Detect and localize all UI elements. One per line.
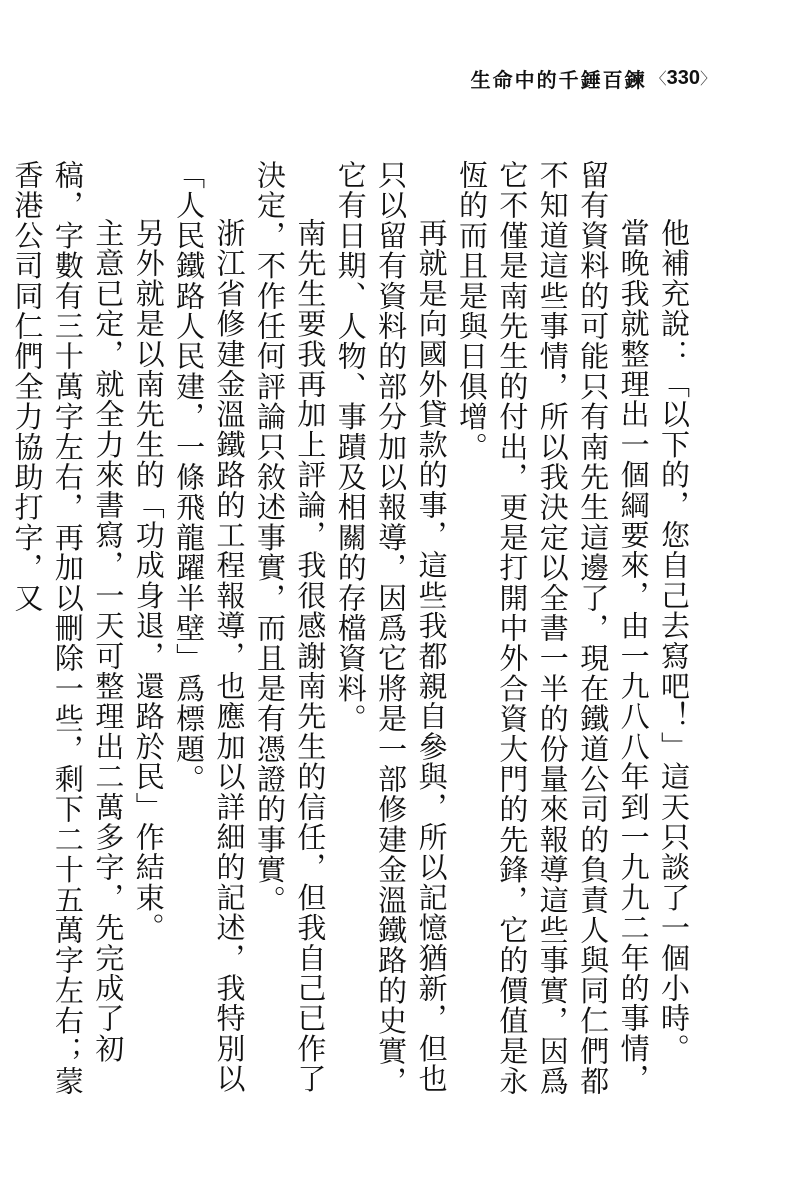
paragraph-3: 再就是向國外貸款的事，這些我都親自參與，所以記憶猶新，但也只以留有資料的部分加以報導，因爲它將是一部修建金溫鐵路的史實，它有日期、人物、事蹟及相關的存檔資料。 <box>333 160 449 1097</box>
paragraph-5: 浙江省修建金溫鐵路的工程報導，也應加以詳細的記述，我特別以「人民鐵路人民建，一條飛龍躍半壁」爲標題。 <box>172 160 247 1094</box>
book-title: 生命中的千錘百鍊 <box>470 67 647 92</box>
paragraph-2: 當晚我就整理出一個綱要來，由一九八八年到一九九二年的事情，留有資料的可能只有南先生這邊了，現在鐵道公司的負責人與同仁們都不知道這些事情，所以我決定以全書一半的份量來報導這些事實，因爲它不僅是南先生的付出，更是打開中外合資大門的先鋒，它的價值是永恆的而且是與日俱增。 <box>454 160 651 1097</box>
paragraph-1: 他補充說：「以下的，您自己去寫吧！」這天只談了一個小時。 <box>657 218 691 1064</box>
running-header <box>471 64 708 92</box>
paragraph-4: 南先生要我再加上評論，我很感謝南先生的信任，但我自己已作了決定，不作任何評論只敘述事實，而且是有憑證的事實。 <box>252 160 328 1094</box>
paragraph-7: 主意已定，就全力來書寫，一天可整理出二萬多字，先完成了初稿，字數有三十萬字左右，再加以刪除一些，剩下二十五萬字左右；蒙香港公司同仁們全力協助打字，又 <box>10 160 126 1097</box>
paragraph-6: 另外就是以南先生的「功成身退，還路於民」作結束。 <box>131 218 166 943</box>
page-number: 〈 330 〉 <box>659 67 708 90</box>
vertical-body-text <box>10 160 694 1120</box>
